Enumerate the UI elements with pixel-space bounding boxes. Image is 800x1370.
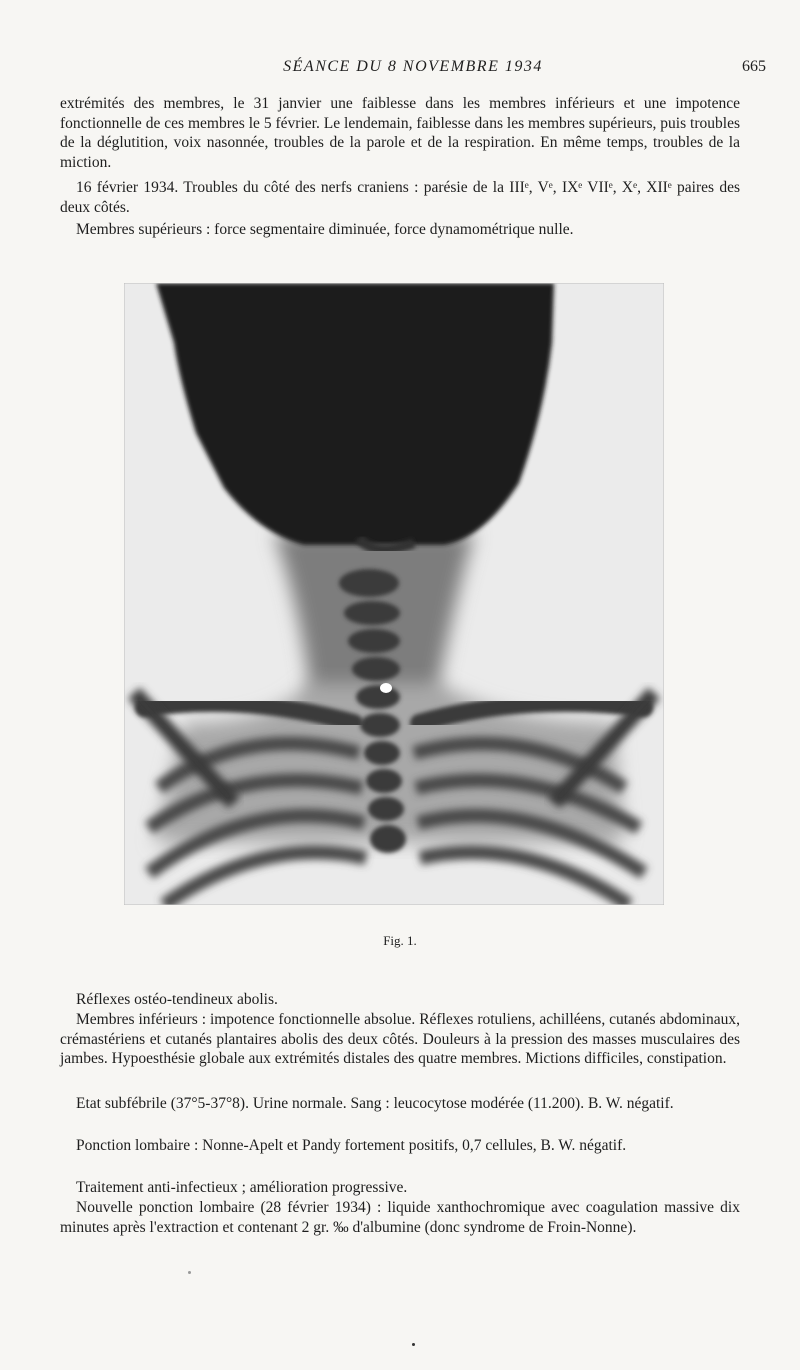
paragraph-lower-limbs: Membres inférieurs : impotence fonctionnelle absolue. Réflexes rotuliens, achilléens, cutanés abdominaux, crémastériens et cutanés plantaires abolis des deux côtés. Douleurs à la pression des masses musculaires des jambes. Hypoesthésie globale aux extrémités distales des quatre membres. Mictions difficiles, constipation. xyxy=(60,1011,740,1068)
xray-figure xyxy=(124,283,664,905)
running-header xyxy=(60,58,766,80)
paragraph-cranial-nerves: 16 février 1934. Troubles du côté des nerfs craniens : parésie de la IIIᵉ, Vᵉ, IXᵉ VIIᵉ, Xᵉ, XIIᵉ paires des deux côtés. xyxy=(60,179,740,216)
paragraph-upper-limbs: Membres supérieurs : force segmentaire diminuée, force dynamométrique nulle. xyxy=(76,221,574,238)
figure-caption: Fig. 1. xyxy=(383,933,417,948)
running-title: SÉANCE DU 8 NOVEMBRE 1934 xyxy=(283,58,543,75)
paragraph-symptoms: extrémités des membres, le 31 janvier une faiblesse dans les membres inférieurs et une impotence fonctionnelle de ces membres le 5 février. Le lendemain, faiblesse dans les membres supérieurs, puis troubles de la déglutition, voix nasonnée, troubles de la parole et de la respiration. En même temps, troubles de la miction. xyxy=(60,95,740,172)
paragraph-new-puncture: Nouvelle ponction lombaire (28 février 1934) : liquide xanthochromique avec coagulation massive dix minutes après l'extraction et contenant 2 gr. ‰ d'albumine (donc syndrome de Froin-Nonne). xyxy=(60,1199,740,1236)
paragraph-reflexes: Réflexes ostéo-tendineux abolis. xyxy=(76,991,278,1008)
paragraph-state: Etat subfébrile (37°5-37°8). Urine normale. Sang : leucocytose modérée (11.200). B. W. négatif. xyxy=(76,1095,674,1112)
speck-mark xyxy=(412,1343,415,1346)
speck-mark xyxy=(188,1271,191,1274)
xray-image xyxy=(124,283,664,905)
paragraph-treatment: Traitement anti-infectieux ; amélioration progressive. xyxy=(76,1179,408,1196)
paragraph-lumbar-puncture: Ponction lombaire : Nonne-Apelt et Pandy fortement positifs, 0,7 cellules, B. W. négatif. xyxy=(76,1137,627,1154)
page-number: 665 xyxy=(742,58,766,75)
